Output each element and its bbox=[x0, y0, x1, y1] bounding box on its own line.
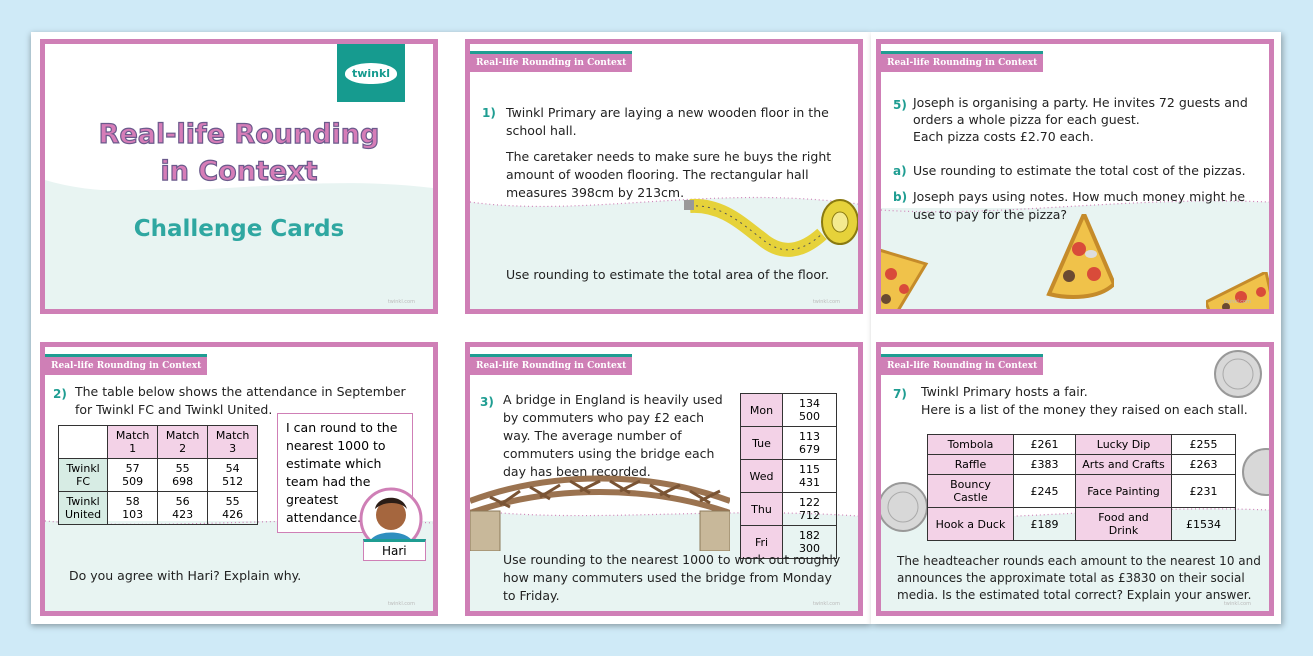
speech-bubble: I can round to the nearest 1000 to estimate which team had the greatest attendance. bbox=[277, 413, 413, 533]
table-header: Match 2 bbox=[158, 426, 208, 459]
stall-amount: £245 bbox=[1014, 475, 1076, 508]
table-row-header: Twinkl United bbox=[59, 492, 108, 525]
stall-amount: £1534 bbox=[1172, 508, 1236, 541]
character-name: Hari bbox=[363, 539, 426, 561]
pizza-slice-icon bbox=[876, 244, 936, 314]
twinkl-logo bbox=[337, 44, 405, 102]
question-text: Twinkl Primary hosts a fair. bbox=[921, 384, 1088, 399]
question-detail: The caretaker needs to make sure he buys the right amount of wooden flooring. The rectangular hall measures 398cm by 213cm. bbox=[506, 149, 832, 200]
question-number: 5) bbox=[893, 98, 907, 112]
stall-name: Hook a Duck bbox=[928, 508, 1014, 541]
part-b-label: b) bbox=[893, 190, 908, 204]
stall-name: Face Painting bbox=[1076, 475, 1172, 508]
table-row-header: Thu bbox=[741, 493, 783, 526]
avatar bbox=[355, 485, 427, 543]
question-number: 1) bbox=[482, 106, 496, 120]
pizza-slice-icon bbox=[1206, 272, 1274, 314]
table-cell: 57 509 bbox=[108, 459, 158, 492]
table-cell: 134 500 bbox=[783, 394, 837, 427]
part-b-text: Joseph pays using notes. How much money might he use to pay for the pizza? bbox=[913, 189, 1246, 222]
table-row-header: Tue bbox=[741, 427, 783, 460]
card-tab-label: Real-life Rounding in Context bbox=[470, 354, 632, 375]
question-text: The table below shows the attendance in September for Twinkl FC and Twinkl United. bbox=[75, 384, 406, 417]
table-cell: 113 679 bbox=[783, 427, 837, 460]
bridge-icon bbox=[470, 471, 730, 551]
part-a-text: Use rounding to estimate the total cost of the pizzas. bbox=[913, 163, 1246, 178]
table-row-header: Wed bbox=[741, 460, 783, 493]
coin-icon bbox=[881, 479, 931, 535]
task-text: The headteacher rounds each amount to the nearest 10 and announces the approximate total as £3830 on their social media. Is the estimated total correct? Explain your answer. bbox=[897, 554, 1261, 602]
table-row-header: Mon bbox=[741, 394, 783, 427]
logo-text: twinkl bbox=[345, 63, 397, 84]
task-text: Use rounding to estimate the total area of the floor. bbox=[506, 267, 829, 282]
card-tab-label: Real-life Rounding in Context bbox=[881, 51, 1043, 72]
task-text: Use rounding to the nearest 1000 to work out roughly how many commuters used the bridge from Monday to Friday. bbox=[503, 552, 841, 603]
title-card bbox=[40, 39, 438, 314]
card-tab-label: Real-life Rounding in Context bbox=[470, 51, 632, 72]
footer-text: twinkl.com bbox=[387, 601, 415, 607]
challenge-card-5 bbox=[876, 39, 1274, 314]
stall-amount: £263 bbox=[1172, 455, 1236, 475]
title-line-2: in Context bbox=[160, 156, 318, 187]
question-text: Twinkl Primary are laying a new wooden floor in the school hall. bbox=[506, 105, 829, 138]
stall-amount: £261 bbox=[1014, 435, 1076, 455]
question-number: 7) bbox=[893, 387, 907, 401]
table-cell: 54 512 bbox=[208, 459, 258, 492]
stall-amount: £189 bbox=[1014, 508, 1076, 541]
stall-name: Food and Drink bbox=[1076, 508, 1172, 541]
card-tab-label: Real-life Rounding in Context bbox=[45, 354, 207, 375]
table-cell: 58 103 bbox=[108, 492, 158, 525]
stall-name: Tombola bbox=[928, 435, 1014, 455]
question-number: 3) bbox=[480, 395, 494, 409]
footer-text: twinkl.com bbox=[1223, 299, 1251, 305]
table-row-header: Fri bbox=[741, 526, 783, 559]
commuters-table bbox=[740, 393, 837, 559]
card-tab-label: Real-life Rounding in Context bbox=[881, 354, 1043, 375]
challenge-card-1 bbox=[465, 39, 863, 314]
table-cell: 55 426 bbox=[208, 492, 258, 525]
table-cell: 182 300 bbox=[783, 526, 837, 559]
challenge-card-3 bbox=[465, 342, 863, 616]
stall-amount: £383 bbox=[1014, 455, 1076, 475]
table-cell: 115 431 bbox=[783, 460, 837, 493]
stall-name: Bouncy Castle bbox=[928, 475, 1014, 508]
page-title bbox=[45, 116, 433, 190]
part-a-label: a) bbox=[893, 164, 907, 178]
footer-text: twinkl.com bbox=[387, 299, 415, 305]
subtitle: Challenge Cards bbox=[133, 216, 345, 242]
table-header: Match 3 bbox=[208, 426, 258, 459]
stall-name: Raffle bbox=[928, 455, 1014, 475]
stall-name: Arts and Crafts bbox=[1076, 455, 1172, 475]
footer-text: twinkl.com bbox=[812, 299, 840, 305]
table-cell: 55 698 bbox=[158, 459, 208, 492]
stalls-table bbox=[927, 434, 1236, 541]
table-row-header: Twinkl FC bbox=[59, 459, 108, 492]
question-text: A bridge in England is heavily used by commuters who pay £2 each way. The average number of commuters using the bridge each day has been recorded. bbox=[503, 392, 723, 479]
challenge-card-2 bbox=[40, 342, 438, 616]
table-cell: 122 712 bbox=[783, 493, 837, 526]
tape-measure-icon bbox=[682, 194, 863, 274]
stall-name: Lucky Dip bbox=[1076, 435, 1172, 455]
footer-text: twinkl.com bbox=[1223, 601, 1251, 607]
question-text: Joseph is organising a party. He invites 72 guests and orders a whole pizza for each guest. bbox=[913, 95, 1248, 127]
pizza-slice-icon bbox=[1039, 214, 1114, 304]
table-cell: 56 423 bbox=[158, 492, 208, 525]
question-detail: Each pizza costs £2.70 each. bbox=[913, 129, 1094, 144]
title-line-1: Real-life Rounding bbox=[98, 119, 380, 150]
question-detail: Here is a list of the money they raised on each stall. bbox=[921, 402, 1248, 417]
stall-amount: £231 bbox=[1172, 475, 1236, 508]
table-header: Match 1 bbox=[108, 426, 158, 459]
footer-text: twinkl.com bbox=[812, 601, 840, 607]
question-number: 2) bbox=[53, 387, 67, 401]
coin-icon bbox=[1241, 447, 1274, 497]
wave-background bbox=[45, 190, 433, 309]
challenge-card-7 bbox=[876, 342, 1274, 616]
attendance-table bbox=[58, 425, 258, 525]
task-text: Do you agree with Hari? Explain why. bbox=[69, 568, 302, 583]
stall-amount: £255 bbox=[1172, 435, 1236, 455]
